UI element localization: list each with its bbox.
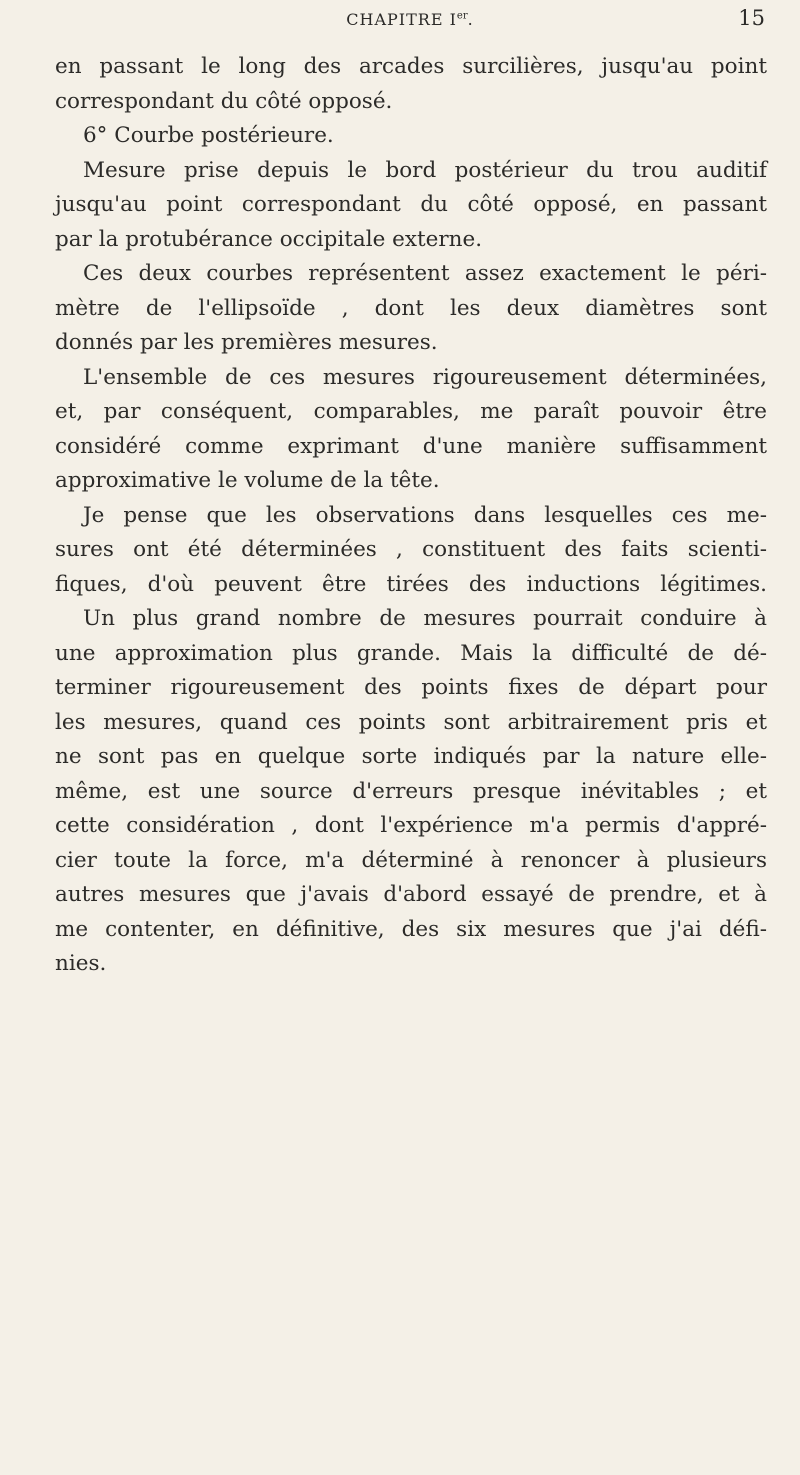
text-line: donnés par les premières mesures.	[55, 330, 438, 355]
text-line: me contenter, en définitive, des six mesures que j'ai défi-	[55, 916, 767, 942]
body-text	[55, 50, 767, 982]
text-line: les mesures, quand ces points sont arbitrairement pris et	[55, 709, 767, 735]
chapter-heading	[55, 10, 765, 29]
text-line: autres mesures que j'avais d'abord essayé de prendre, et à	[55, 882, 767, 907]
text-line: mètre de l'ellipsoïde , dont les deux diamètres sont	[55, 295, 767, 321]
text-line: Mesure prise depuis le bord postérieur du trou auditif	[83, 157, 767, 183]
text-line: Un plus grand nombre de mesures pourrait conduire à	[83, 606, 767, 631]
page-number: 15	[738, 6, 765, 30]
chapter-ordinal-suffix: er	[456, 10, 468, 22]
text-line: approximative le volume de la tête.	[55, 468, 440, 493]
text-line: cette considération , dont l'expérience m'a permis d'appré-	[55, 813, 767, 838]
running-head	[55, 4, 765, 38]
text-line: nies.	[55, 951, 107, 976]
text-line: fiques, d'où peuvent être tirées des inductions légitimes.	[55, 571, 767, 597]
text-line: par la protubérance occipitale externe.	[55, 226, 483, 252]
text-line: Ces deux courbes représentent assez exactement le péri-	[83, 261, 767, 286]
text-line: 6° Courbe postérieure.	[83, 123, 334, 148]
text-line: considéré comme exprimant d'une manière suffisamment	[55, 433, 767, 459]
text-line: une approximation plus grande. Mais la difficulté de dé-	[55, 640, 767, 666]
text-line: terminer rigoureusement des points fixes de départ pour	[55, 675, 767, 700]
text-line: L'ensemble de ces mesures rigoureusement déterminées,	[83, 364, 767, 390]
text-line: et, par conséquent, comparables, me paraît pouvoir être	[55, 399, 767, 424]
text-line: même, est une source d'erreurs presque inévitables ; et	[55, 778, 767, 804]
text-line: jusqu'au point correspondant du côté opposé, en passant	[55, 192, 767, 217]
text-line: correspondant du côté opposé.	[55, 88, 393, 114]
text-line: sures ont été déterminées , constituent des faits scienti-	[55, 537, 767, 562]
text-line: en passant le long des arcades surcilières, jusqu'au point	[55, 54, 767, 79]
chapter-title-period: .	[467, 10, 474, 29]
text-line: cier toute la force, m'a déterminé à renoncer à plusieurs	[55, 847, 767, 873]
text-line: ne sont pas en quelque sorte indiqués par la nature elle-	[55, 744, 767, 769]
text-line: Je pense que les observations dans lesquelles ces me-	[83, 502, 767, 528]
chapter-title: CHAPITRE I	[346, 10, 457, 29]
